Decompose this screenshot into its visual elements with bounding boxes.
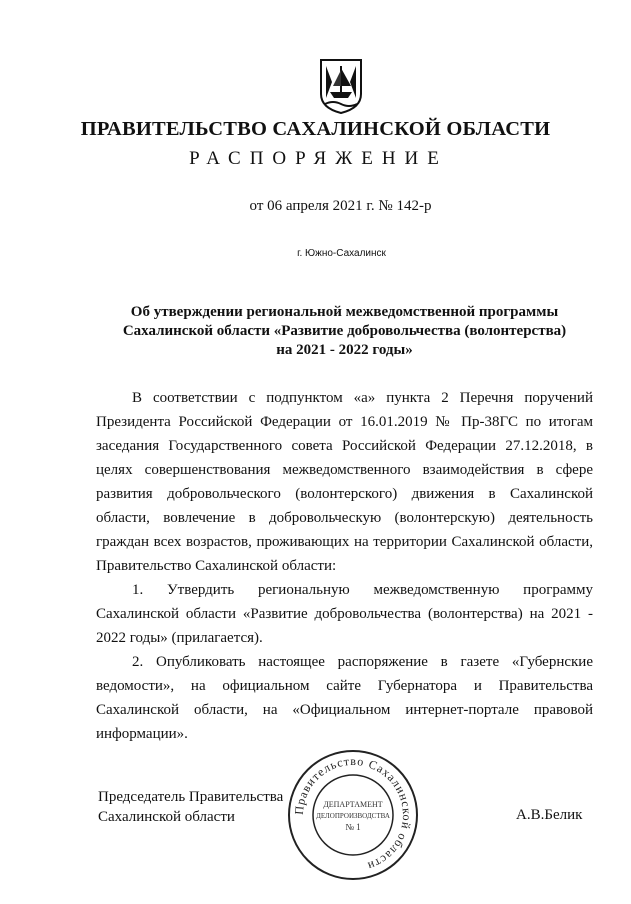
body-line: Президента Российской Федерации от 16.01.2019 № Пр-38ГС по итогам bbox=[96, 414, 593, 430]
body-line: области, вовлечение в добровольческую (волонтерскую) деятельность bbox=[96, 510, 593, 526]
body-line: В соответствии с подпунктом «а» пункта 2 Перечня поручений bbox=[132, 390, 593, 406]
stamp-ring-text: Правительство Сахалинской области bbox=[291, 753, 415, 874]
body-line: Сахалинской области «Развитие добровольчества (волонтерства) на 2021 - bbox=[96, 606, 593, 622]
signatory-name: А.В.Белик bbox=[516, 807, 583, 823]
body-line: 2022 годы» (прилагается). bbox=[96, 630, 263, 646]
stamp-inner-line: № 1 bbox=[345, 822, 361, 832]
body-line: 2. Опубликовать настоящее распоряжение в газете «Губернские bbox=[132, 654, 593, 670]
body-line: информации». bbox=[96, 726, 188, 742]
document-date-number: от 06 апреля 2021 г. № 142-р bbox=[249, 198, 432, 214]
signatory-position bbox=[98, 787, 283, 827]
body-line: развития добровольческого (волонтерского) движения в Сахалинской bbox=[96, 486, 593, 502]
body-line: Сахалинской области, на «Официальном интернет-портале правовой bbox=[96, 702, 593, 718]
body-line: граждан всех возрастов, проживающих на территории Сахалинской области, bbox=[96, 534, 593, 550]
body-line: 1. Утвердить региональную межведомственную программу bbox=[132, 582, 593, 598]
document-title bbox=[96, 303, 593, 360]
document-city: г. Южно-Сахалинск bbox=[297, 248, 386, 259]
signatory-position-line: Сахалинской области bbox=[98, 809, 235, 825]
official-stamp-icon bbox=[286, 748, 420, 882]
title-line: Об утверждении региональной межведомственной программы bbox=[130, 304, 559, 320]
organization-name: ПРАВИТЕЛЬСТВО САХАЛИНСКОЙ ОБЛАСТИ bbox=[80, 118, 551, 140]
body-line: целях совершенствования межведомственного взаимодействия в сфере bbox=[96, 462, 593, 478]
title-line: Сахалинской области «Развитие добровольчества (волонтерства) bbox=[122, 323, 567, 339]
stamp-inner-line: ДЕЛОПРОИЗВОДСТВА bbox=[316, 812, 390, 820]
signatory-position-line: Председатель Правительства bbox=[98, 789, 284, 805]
document-type: РАСПОРЯЖЕНИЕ bbox=[189, 148, 448, 169]
title-line: на 2021 - 2022 годы» bbox=[276, 342, 413, 358]
coat-of-arms-icon bbox=[318, 58, 364, 114]
stamp-inner-line: ДЕПАРТАМЕНТ bbox=[323, 800, 383, 809]
body-line: ведомости», на официальном сайте Губернатора и Правительства bbox=[96, 678, 593, 694]
body-line: заседания Государственного совета Российской Федерации 27.12.2018, в bbox=[96, 438, 593, 454]
body-line: Правительство Сахалинской области: bbox=[96, 558, 337, 574]
